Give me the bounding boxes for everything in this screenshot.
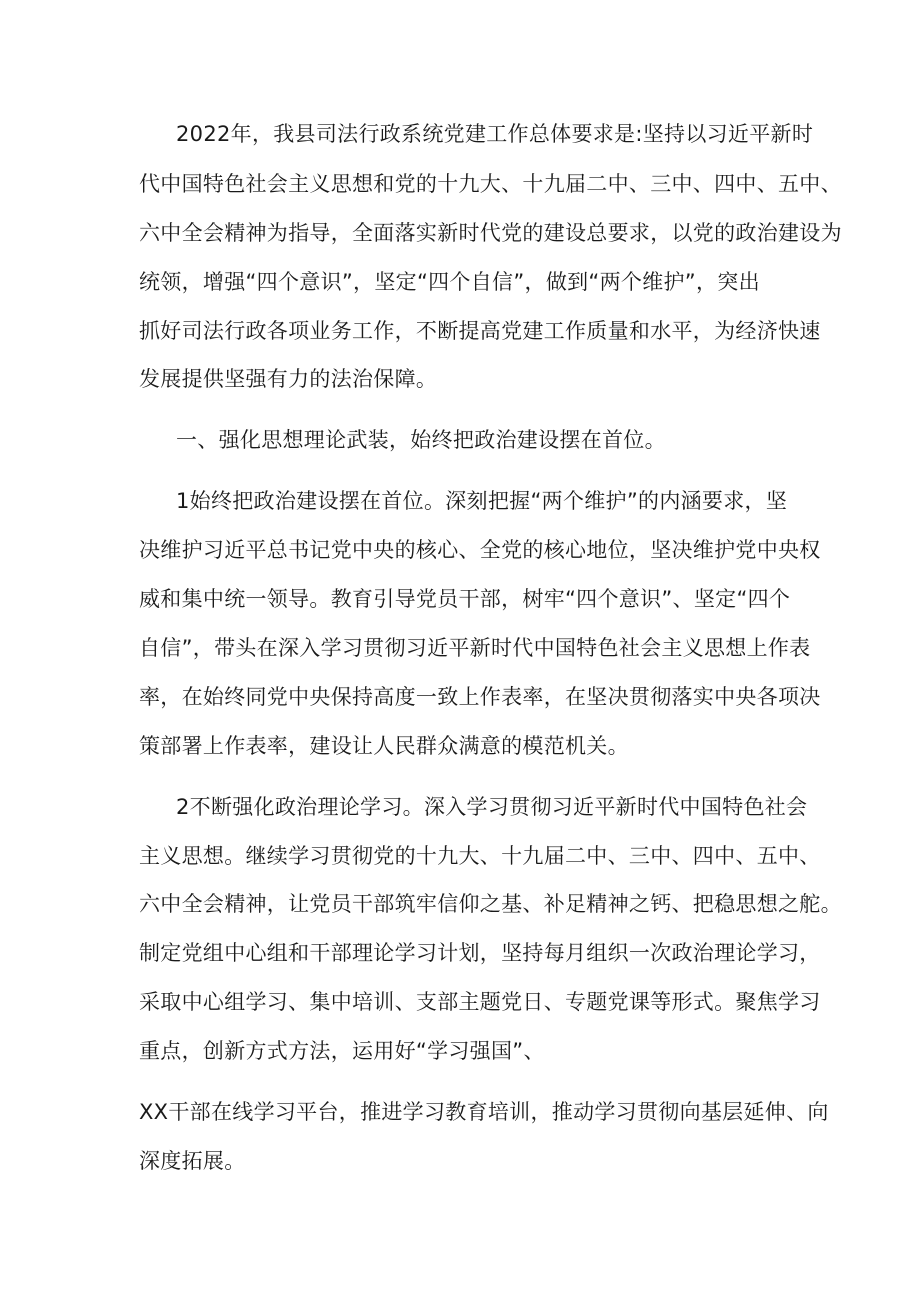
paragraph-1-line-6: 发展提供坚强有力的法治保障。: [139, 367, 438, 391]
paragraph-4-line-1: XX干部在线学习平台，推进学习教育培训，推动学习贯彻向基层延伸、向: [139, 1100, 829, 1124]
paragraph-1-line-1: 2022年，我县司法行政系统党建工作总体要求是:坚持以习近平新时: [176, 122, 814, 146]
paragraph-4-line-2: 深度拓展。: [139, 1149, 246, 1173]
paragraph-2-line-6: 策部署上作表率，建设让人民群众满意的模范机关。: [139, 734, 629, 758]
paragraph-1-line-2: 代中国特色社会主义思想和党的十九大、十九届二中、三中、四中、五中、: [139, 172, 842, 196]
paragraph-2-line-2: 决维护习近平总书记党中央的核心、全党的核心地位，坚决维护党中央权: [139, 538, 821, 562]
paragraph-3-line-2: 主义思想。继续学习贯彻党的十九大、十九届二中、三中、四中、五中、: [139, 844, 821, 868]
paragraph-3-line-5: 采取中心组学习、集中培训、支部主题党日、专题党课等形式。聚焦学习: [139, 990, 821, 1014]
paragraph-3-line-1: 2不断强化政治理论学习。深入学习贯彻习近平新时代中国特色社会: [176, 795, 808, 819]
paragraph-3-line-3: 六中全会精神，让党员干部筑牢信仰之基、补足精神之钙、把稳思想之舵。: [139, 892, 842, 916]
paragraph-3-line-6: 重点，创新方式方法，运用好“学习强国”、: [139, 1039, 545, 1063]
paragraph-1-line-4: 统领，增强“四个意识”，坚定“四个自信”，做到“两个维护”，突出: [139, 270, 760, 294]
paragraph-3-line-4: 制定党组中心组和干部理论学习计划，坚持每月组织一次政治理论学习，: [139, 941, 821, 965]
section-heading-1: 一、强化思想理论武装，始终把政治建设摆在首位。: [176, 428, 666, 452]
paragraph-2-line-5: 率，在始终同党中央保持高度一致上作表率，在坚决贯彻落实中央各项决: [139, 685, 821, 709]
paragraph-1-line-3: 六中全会精神为指导，全面落实新时代党的建设总要求，以党的政治建设为: [139, 221, 842, 245]
paragraph-1-line-5: 抓好司法行政各项业务工作，不断提高党建工作质量和水平，为经济快速: [139, 319, 821, 343]
paragraph-2-line-1: 1始终把政治建设摆在首位。深刻把握“两个维护”的内涵要求，坚: [176, 489, 788, 513]
paragraph-2-line-3: 威和集中统一领导。教育引导党员干部，树牢“四个意识”、坚定“四个: [139, 587, 791, 611]
paragraph-2-line-4: 自信”，带头在深入学习贯彻习近平新时代中国特色社会主义思想上作表: [139, 636, 811, 660]
